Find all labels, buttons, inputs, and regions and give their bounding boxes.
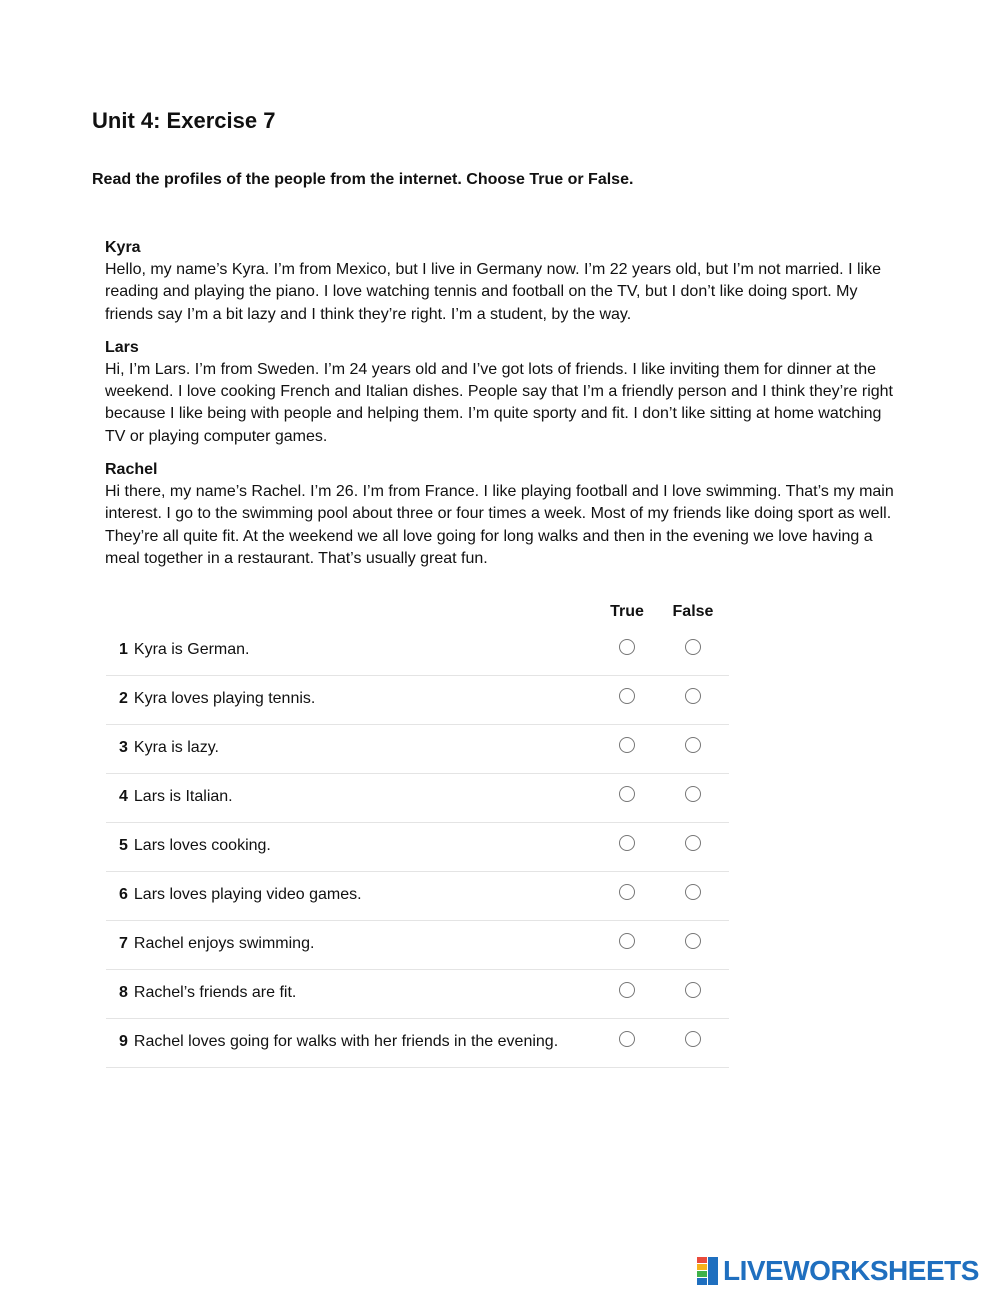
false-radio[interactable]: [685, 688, 701, 704]
question-text: [119, 935, 314, 953]
question-label: Rachel’s friends are fit.: [133, 984, 297, 1001]
question-number: 7: [119, 935, 128, 952]
true-false-quiz: [106, 603, 729, 1068]
profile-lars: [105, 337, 905, 448]
profile-rachel: [105, 459, 905, 570]
question-label: Rachel loves going for walks with her friends in the evening.: [133, 1033, 559, 1050]
false-radio[interactable]: [685, 884, 701, 900]
question-label: Kyra is German.: [133, 641, 250, 658]
true-radio[interactable]: [619, 835, 635, 851]
question-row: [106, 676, 729, 725]
false-radio[interactable]: [685, 835, 701, 851]
question-label: Rachel enjoys swimming.: [133, 935, 315, 952]
question-row: [106, 872, 729, 921]
liveworksheets-logo: [697, 1256, 979, 1286]
question-label: Lars loves playing video games.: [133, 886, 362, 903]
question-row: [106, 774, 729, 823]
profile-text: Hi, I’m Lars. I’m from Sweden. I’m 24 years old and I’ve got lots of friends. I like inviting them for dinner at the weekend. I love cooking French and Italian dishes. People say that I’m a friendly person and I think they’re right because I like being with people and helping them. I’m quite sporty and fit. I don’t like sitting at home watching TV or playing computer games.: [105, 360, 893, 445]
question-label: Kyra loves playing tennis.: [133, 690, 316, 707]
false-radio[interactable]: [685, 639, 701, 655]
question-number: 6: [119, 886, 128, 903]
profile-name: Rachel: [105, 461, 158, 479]
page-title: Unit 4: Exercise 7: [92, 108, 276, 133]
true-radio[interactable]: [619, 884, 635, 900]
false-radio[interactable]: [685, 1031, 701, 1047]
question-text: [119, 690, 315, 708]
question-row: [106, 823, 729, 872]
instructions: Read the profiles of the people from the internet. Choose True or False.: [92, 171, 634, 188]
liveworksheets-logo-icon: [697, 1257, 719, 1285]
quiz-rows: [106, 627, 729, 1068]
true-radio[interactable]: [619, 1031, 635, 1047]
question-row: [106, 725, 729, 774]
true-radio[interactable]: [619, 639, 635, 655]
question-number: 2: [119, 690, 128, 707]
false-column-header: False: [672, 603, 714, 620]
true-radio[interactable]: [619, 982, 635, 998]
liveworksheets-logo-text: LIVEWORKSHEETS: [723, 1255, 979, 1286]
profiles-section: [105, 237, 905, 581]
question-number: 8: [119, 984, 128, 1001]
false-radio[interactable]: [685, 786, 701, 802]
question-number: 3: [119, 739, 128, 756]
question-text: [119, 984, 296, 1002]
true-radio[interactable]: [619, 786, 635, 802]
question-label: Lars is Italian.: [133, 788, 233, 805]
question-number: 9: [119, 1033, 128, 1050]
question-row: [106, 1019, 729, 1068]
question-row: [106, 970, 729, 1019]
question-text: [119, 739, 219, 757]
false-radio[interactable]: [685, 737, 701, 753]
question-row: [106, 921, 729, 970]
question-number: 1: [119, 641, 128, 658]
profile-kyra: [105, 237, 905, 326]
profile-text: Hello, my name’s Kyra. I’m from Mexico, but I live in Germany now. I’m 22 years old, but I’m not married. I like reading and playing the piano. I love watching tennis and football on the TV, but I don’t like doing sport. My friends say I’m a bit lazy and I think they’re right. I’m a student, by the way.: [105, 261, 881, 323]
true-radio[interactable]: [619, 737, 635, 753]
question-number: 5: [119, 837, 128, 854]
profile-text: Hi there, my name’s Rachel. I’m 26. I’m from France. I like playing football and I love swimming. That’s my main interest. I go to the swimming pool about three or four times a week. Most of my friends like doing sport as well. They’re all quite fit. At the weekend we all love going for long walks and then in the evening we love having a meal together in a restaurant. That’s usually great fun.: [105, 483, 894, 567]
true-radio[interactable]: [619, 688, 635, 704]
question-text: [119, 1033, 558, 1051]
profile-name: Lars: [105, 338, 139, 356]
question-label: Kyra is lazy.: [133, 739, 219, 756]
question-row: [106, 627, 729, 676]
true-column-header: True: [610, 603, 644, 620]
question-text: [119, 641, 250, 659]
false-radio[interactable]: [685, 933, 701, 949]
question-number: 4: [119, 788, 128, 805]
question-text: [119, 886, 362, 904]
question-text: [119, 837, 271, 855]
question-label: Lars loves cooking.: [133, 837, 271, 854]
quiz-header: [106, 603, 729, 627]
question-text: [119, 788, 233, 806]
true-radio[interactable]: [619, 933, 635, 949]
false-radio[interactable]: [685, 982, 701, 998]
profile-name: Kyra: [105, 239, 141, 256]
